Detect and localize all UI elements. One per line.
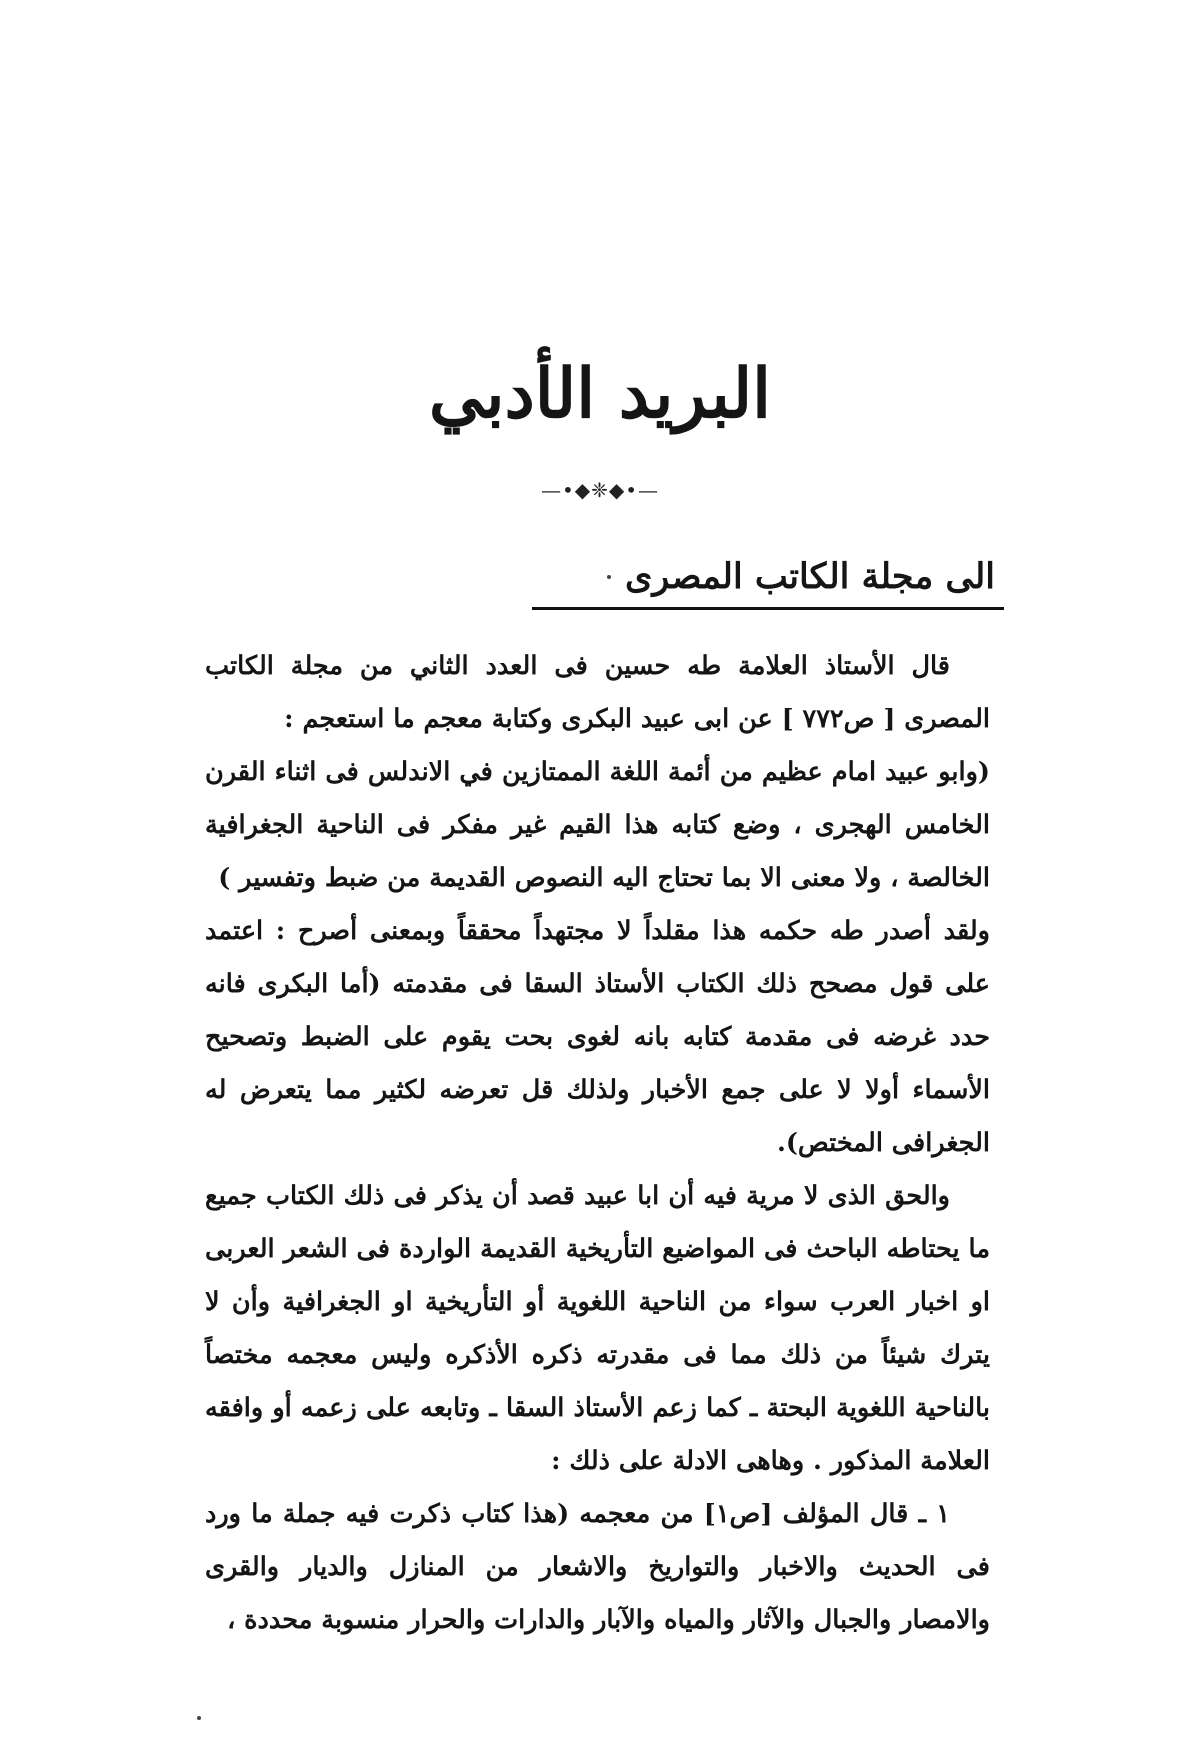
- paragraph-intro: قال الأستاذ العلامة طه حسين فى العدد الثاني من مجلة الكاتب المصرى [ ص٧٧٢ ] عن ابى عبيد البكرى وكتابة معجم ما استعجم :: [205, 651, 990, 734]
- title-block: [0, 354, 1200, 434]
- scan-speck: [197, 1716, 201, 1720]
- paragraph-evidence-1: ١ ـ قال المؤلف [ص١] من معجمه (هذا كتاب ذكرت فيه جملة ما ورد فى الحديث والاخبار والتواريخ والاشعار من المنازل والديار والقرى والامصار والجبال والآثار والمياه والآبار والدارات والحرار منسوبة محددة ،: [205, 1499, 990, 1635]
- paragraph-critique: ولقد أصدر طه حكمه هذا مقلداً لا مجتهداً محققاً وبمعنى أصرح : اعتمد على قول مصحح ذلك الكتاب الأستاذ السقا فى مقدمته (أما البكرى فانه حدد غرضه فى مقدمة كتابه بانه لغوى بحت يقوم على الضبط وتصحيح الأسماء أولا لا على جمع الأخبار ولذلك قل تعرضه لكثير مما يتعرض له الجغرافى المختص).: [205, 916, 990, 1158]
- heading-underline: [532, 607, 1004, 610]
- paragraph-quote-taha: (وابو عبيد امام عظيم من أئمة اللغة الممتازين في الاندلس فى اثناء القرن الخامس الهجرى ، وضع كتابه هذا القيم غير مفكر فى الناحية الجغرافية الخالصة ، ولا معنى الا بما تحتاج اليه النصوص القديمة من ضبط وتفسير ): [205, 757, 990, 893]
- paragraph-truth: والحق الذى لا مرية فيه أن ابا عبيد قصد أن يذكر فى ذلك الكتاب جميع ما يحتاطه الباحث فى المواضيع التأريخية القديمة الواردة فى الشعر العربى او اخبار العرب سواء من الناحية اللغوية أو التأريخية او الجغرافية وأن لا يترك شيئاً من ذلك مما فى مقدرته ذكره الأذكره وليس معجمه مختصاً بالناحية اللغوية البحتة ـ كما زعم الأستاذ السقا ـ وتابعه على زعمه أو وافقه العلامة المذكور . وهاهى الادلة على ذلك :: [205, 1181, 990, 1476]
- section-heading: الى مجلة الكاتب المصرى: [625, 556, 995, 597]
- article-body: [205, 640, 990, 1647]
- page-title: البريد الأدبي: [428, 354, 772, 434]
- ornament-divider: —•◆❈◆•—: [540, 478, 660, 502]
- scan-speck: [607, 575, 611, 579]
